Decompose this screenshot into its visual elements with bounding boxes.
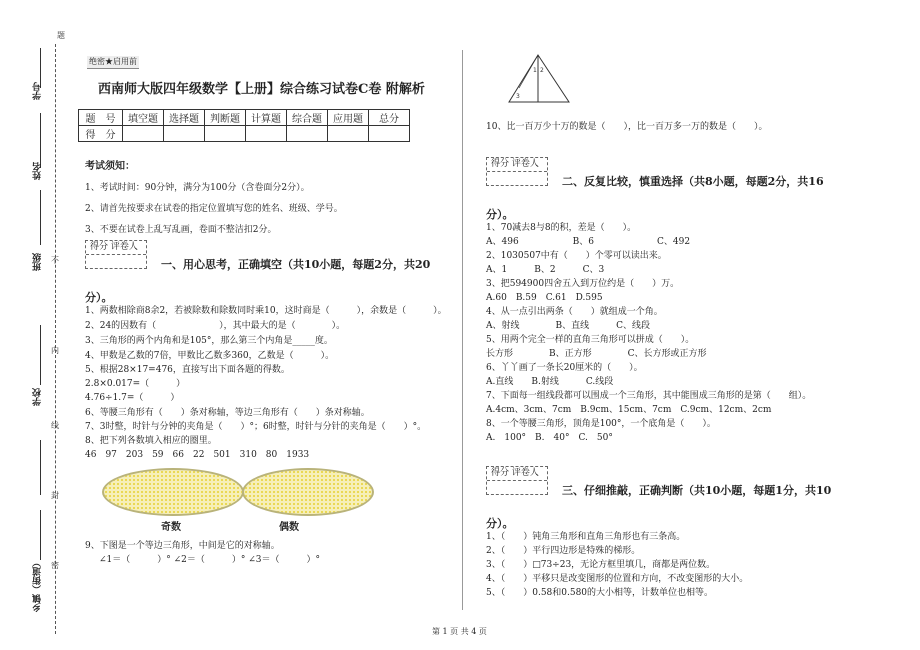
question-line: 2、1030507中有（ ）个零可以读出来。	[486, 251, 667, 261]
question-line: 9、下图是一个等边三角形，中间是它的对称轴。	[85, 541, 280, 551]
grader-label: 得分 评卷人	[86, 241, 146, 255]
score-cell: 应用题	[328, 110, 369, 126]
margin-underline	[40, 113, 41, 168]
score-cell: 得 分	[79, 126, 123, 142]
margin-char-xian: 线	[51, 421, 59, 430]
margin-char-bu: 不	[51, 256, 59, 265]
score-input-cell[interactable]	[246, 126, 287, 142]
option-line: A、496 B、6 C、492	[486, 237, 691, 247]
score-input-cell[interactable]	[287, 126, 328, 142]
angle-answers: ∠1＝（ ）° ∠2＝（ ）° ∠3＝（ ）°	[99, 555, 321, 565]
margin-label-student-id: 学号	[33, 82, 43, 100]
grader-box	[85, 240, 147, 269]
score-input-cell[interactable]	[123, 126, 164, 142]
score-table	[78, 109, 410, 142]
triangle-label-3: 3	[516, 93, 520, 100]
margin-top-char: 题	[57, 31, 65, 40]
page-footer: 第 1 页 共 4 页	[432, 627, 487, 636]
question-line: 7、3时整，时针与分钟的夹角是（ ）°；6时整，时针与分针的夹角是（ ）°。	[85, 422, 427, 432]
option-line: A. 100° B. 40° C. 50°	[486, 433, 613, 443]
option-line: A.60 B.59 C.61 D.595	[486, 293, 603, 303]
margin-label-town: 乡镇（街道）	[33, 558, 43, 612]
question-line: 2.8×0.017=（ ）	[85, 379, 186, 389]
option-line: A、1 B、2 C、3	[486, 265, 605, 275]
margin-label-class: 班级	[33, 253, 43, 271]
judgment-line: 2、（ ）平行四边形是特殊的梯形。	[486, 546, 641, 556]
triangle-label-1: 1	[533, 67, 537, 74]
section2-title-tail: 分）。	[486, 208, 514, 221]
margin-char-mi: 密	[51, 561, 59, 570]
question-line: 6、丫丫画了一条长20厘米的（ ）。	[486, 363, 643, 373]
confidential-stamp: 绝密★启用前	[87, 56, 139, 69]
option-line: A.直线 B.射线 C.线段	[486, 377, 614, 387]
question-line: 6、等腰三角形有（ ）条对称轴，等边三角形有（ ）条对称轴。	[85, 408, 370, 418]
option-line: A.4cm、3cm、7cm B.9cm、15cm、7cm C.9cm、12cm、2cm	[486, 405, 772, 415]
question-line: 5、根据28×17=476，直接写出下面各题的得数。	[85, 365, 290, 375]
grader-blank[interactable]	[86, 255, 146, 268]
score-cell: 填空题	[123, 110, 164, 126]
margin-underline	[40, 440, 41, 495]
question-line: 4、从一点引出两条（ ）就组成一个角。	[486, 307, 663, 317]
question-line: 1、70减去8与8的积，差是（ ）。	[486, 223, 637, 233]
score-input-cell[interactable]	[164, 126, 205, 142]
column-divider	[462, 50, 463, 610]
margin-underline	[40, 325, 41, 385]
judgment-line: 3、（ ）□73÷23，无论方框里填几，商都是两位数。	[486, 560, 716, 570]
judgment-line: 5、（ ）0.58和0.580的大小相等，计数单位也相等。	[486, 588, 714, 598]
question-line: 2、24的因数有（ ），其中最大的是（ ）。	[85, 321, 346, 331]
option-line: A、射线 B、直线 C、线段	[486, 321, 651, 331]
number-list: 46 97 203 59 66 22 501 310 80 1933	[85, 450, 310, 460]
score-table-header-row	[79, 110, 410, 126]
margin-dashed-line	[55, 44, 56, 634]
question-line: 8、把下列各数填入相应的圈里。	[85, 436, 217, 446]
odd-numbers-oval[interactable]	[102, 468, 244, 516]
notice-item: 1、考试时间：90分钟，满分为100分（含卷面分2分）。	[85, 183, 310, 193]
question-line: 7、下面每一组线段都可以围成一个三角形，其中能围成三角形的是第（ 组）。	[486, 391, 812, 401]
equilateral-triangle-figure	[505, 52, 575, 107]
score-cell: 选择题	[164, 110, 205, 126]
margin-char-feng: 封	[51, 491, 59, 500]
section1-title: 一、用心思考，正确填空（共10小题，每题2分，共20	[161, 258, 431, 271]
judgment-line: 4、（ ）平移只是改变图形的位置和方向，不改变图形的大小。	[486, 574, 749, 584]
score-input-cell[interactable]	[205, 126, 246, 142]
question-line: 8、一个等腰三角形，顶角是100°，一个底角是（ ）。	[486, 419, 716, 429]
question-line: 1、两数相除商8余2，若被除数和除数同时乘10，这时商是（ ），余数是（ ）。	[85, 306, 447, 316]
margin-char-nei: 内	[51, 346, 59, 355]
grader-box	[486, 157, 548, 186]
section2-title: 二、反复比较，慎重选择（共8小题，每题2分，共16	[562, 175, 824, 188]
score-input-cell[interactable]	[328, 126, 369, 142]
score-table-score-row	[79, 126, 410, 142]
grader-label: 得分 评卷人	[487, 158, 547, 172]
grader-box	[486, 466, 548, 495]
grader-blank[interactable]	[487, 172, 547, 185]
section1-title-tail: 分）。	[85, 291, 113, 304]
score-cell: 判断题	[205, 110, 246, 126]
margin-underline	[40, 510, 41, 560]
score-cell: 总分	[369, 110, 410, 126]
notice-heading: 考试须知：	[85, 161, 135, 172]
section3-title: 三、仔细推敲，正确判断（共10小题，每题1分，共10	[562, 484, 832, 497]
margin-label-name: 姓名	[33, 162, 43, 180]
triangle-label-2: 2	[540, 67, 544, 74]
score-cell: 综合题	[287, 110, 328, 126]
question-line: 3、把594900四舍五入到万位约是（ ）万。	[486, 279, 680, 289]
odd-label: 奇数	[161, 522, 181, 533]
question-line: 3、三角形的两个内角和是105°，那么第三个内角是_____度。	[85, 336, 333, 346]
section3-title-tail: 分）。	[486, 517, 514, 530]
even-numbers-oval[interactable]	[242, 468, 374, 516]
notice-item: 3、不要在试卷上乱写乱画，卷面不整洁扣2分。	[85, 225, 277, 235]
grader-blank[interactable]	[487, 481, 547, 494]
question-line: 5、用两个完全一样的直角三角形可以拼成（ ）。	[486, 335, 695, 345]
question-line: 10、比一百万少十万的数是（ ），比一百万多一万的数是（ ）。	[486, 122, 768, 132]
notice-item: 2、请首先按要求在试卷的指定位置填写您的姓名、班级、学号。	[85, 204, 343, 214]
grader-label: 得分 评卷人	[487, 467, 547, 481]
score-input-cell[interactable]	[369, 126, 410, 142]
question-line: 4、甲数是乙数的7倍，甲数比乙数多360，乙数是（ ）。	[85, 351, 335, 361]
score-cell: 计算题	[246, 110, 287, 126]
judgment-line: 1、（ ）钝角三角形和直角三角形也有三条高。	[486, 532, 686, 542]
option-line: 长方形 B、正方形 C、长方形或正方形	[486, 349, 707, 359]
margin-underline	[40, 190, 41, 245]
margin-label-school: 学校	[33, 388, 43, 406]
score-cell: 题 号	[79, 110, 123, 126]
even-label: 偶数	[279, 522, 299, 533]
page-title: 西南师大版四年级数学【上册】综合练习试卷C卷 附解析	[98, 82, 425, 97]
question-line: 4.76÷1.7=（ ）	[85, 393, 180, 403]
